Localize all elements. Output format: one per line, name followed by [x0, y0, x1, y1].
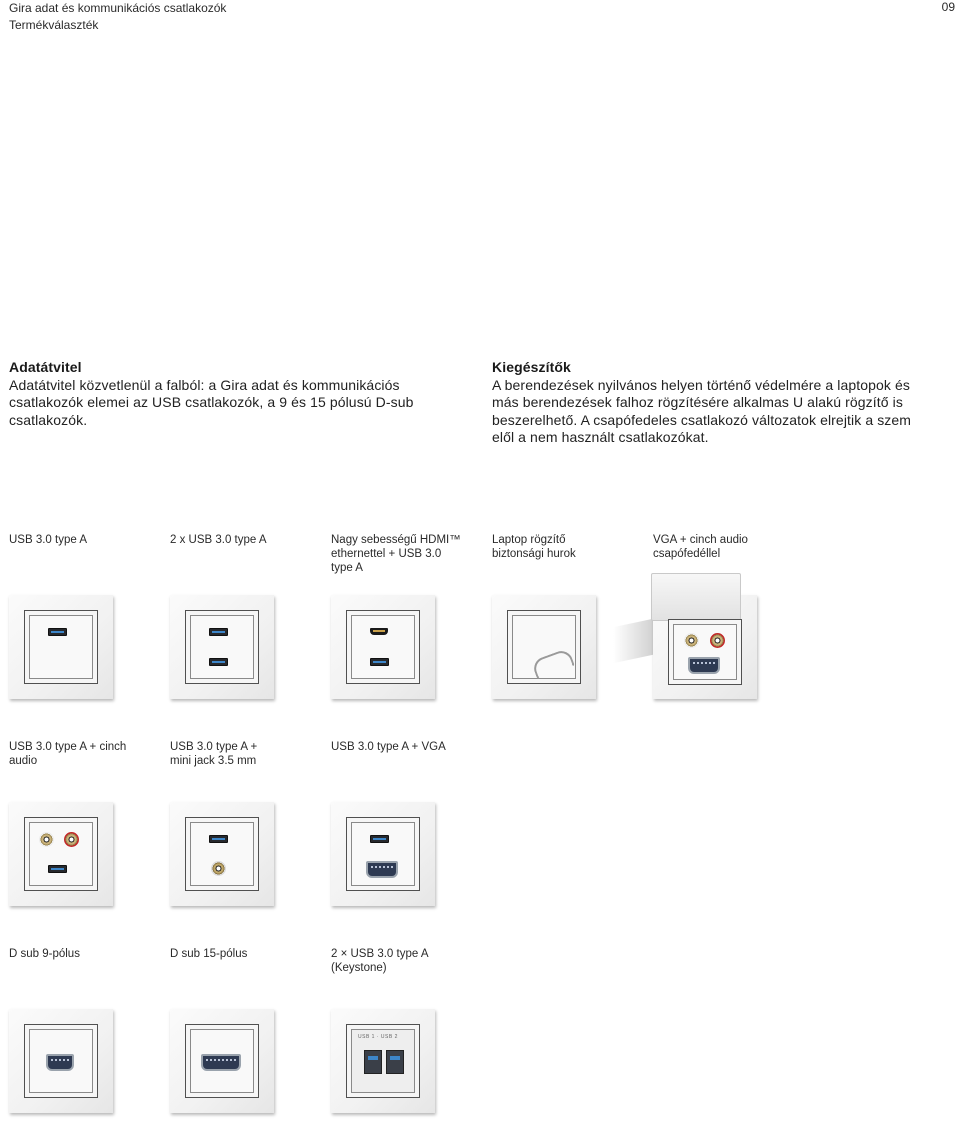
dsub15-socket-icon [170, 1009, 274, 1113]
product-caption: USB 3.0 type A + VGA [331, 741, 446, 753]
page-number: 09 [941, 0, 955, 14]
keystone-port-labels: USB 1 · USB 2 [358, 1034, 398, 1040]
product-caption: Laptop rögzítő biztonsági hurok [492, 534, 576, 560]
product-caption: Nagy sebességű HDMI™ ethernettel + USB 3.0 type A [331, 534, 461, 574]
product-caption: USB 3.0 type A [9, 534, 87, 546]
adatatvitel-section [9, 359, 449, 429]
product-caption: VGA + cinch audio csapófedéllel [653, 534, 748, 560]
document-header [9, 0, 226, 34]
kiegeszitok-section [492, 359, 932, 447]
header-title: Gira adat és kommunikációs csatlakozók [9, 1, 227, 15]
dsub9-socket-icon [9, 1009, 113, 1113]
keystone-usb-socket-icon [331, 1009, 435, 1113]
product-caption: D sub 9-pólus [9, 948, 80, 960]
hdmi-usb-socket-icon [331, 595, 435, 699]
product-caption: 2 × USB 3.0 type A (Keystone) [331, 948, 428, 974]
usb-socket-icon [9, 595, 113, 699]
adatatvitel-body: Adatátvitel közvetlenül a falból: a Gira adat és kommunikációs csatlakozók elemei az USB csatlakozók, a 9 és 15 pólusú D-sub csatlakozók. [9, 376, 414, 428]
usb-cinch-socket-icon [9, 802, 113, 906]
product-caption: USB 3.0 type A + mini jack 3.5 mm [170, 741, 258, 767]
adatatvitel-title: Adatátvitel [9, 359, 82, 375]
product-caption: 2 x USB 3.0 type A [170, 534, 267, 546]
kiegeszitok-body: A berendezések nyilvános helyen történő védelmére a laptopok és más berendezések falhoz rögzítésére alkalmas U alakú rögzítő is beszerelhető. A csapófedeles csatlakozó változatok elrejtik a szem elől a nem használt csatlakozókat. [492, 376, 912, 445]
vga-cinch-flap-icon [653, 595, 757, 699]
product-caption: USB 3.0 type A + cinch audio [9, 741, 127, 767]
usb-vga-socket-icon [331, 802, 435, 906]
security-loop-icon [492, 595, 596, 699]
kiegeszitok-title: Kiegészítők [492, 359, 571, 375]
usb-minijack-socket-icon [170, 802, 274, 906]
double-usb-socket-icon [170, 595, 274, 699]
header-subtitle: Termékválaszték [9, 18, 99, 32]
product-caption: D sub 15-pólus [170, 948, 248, 960]
